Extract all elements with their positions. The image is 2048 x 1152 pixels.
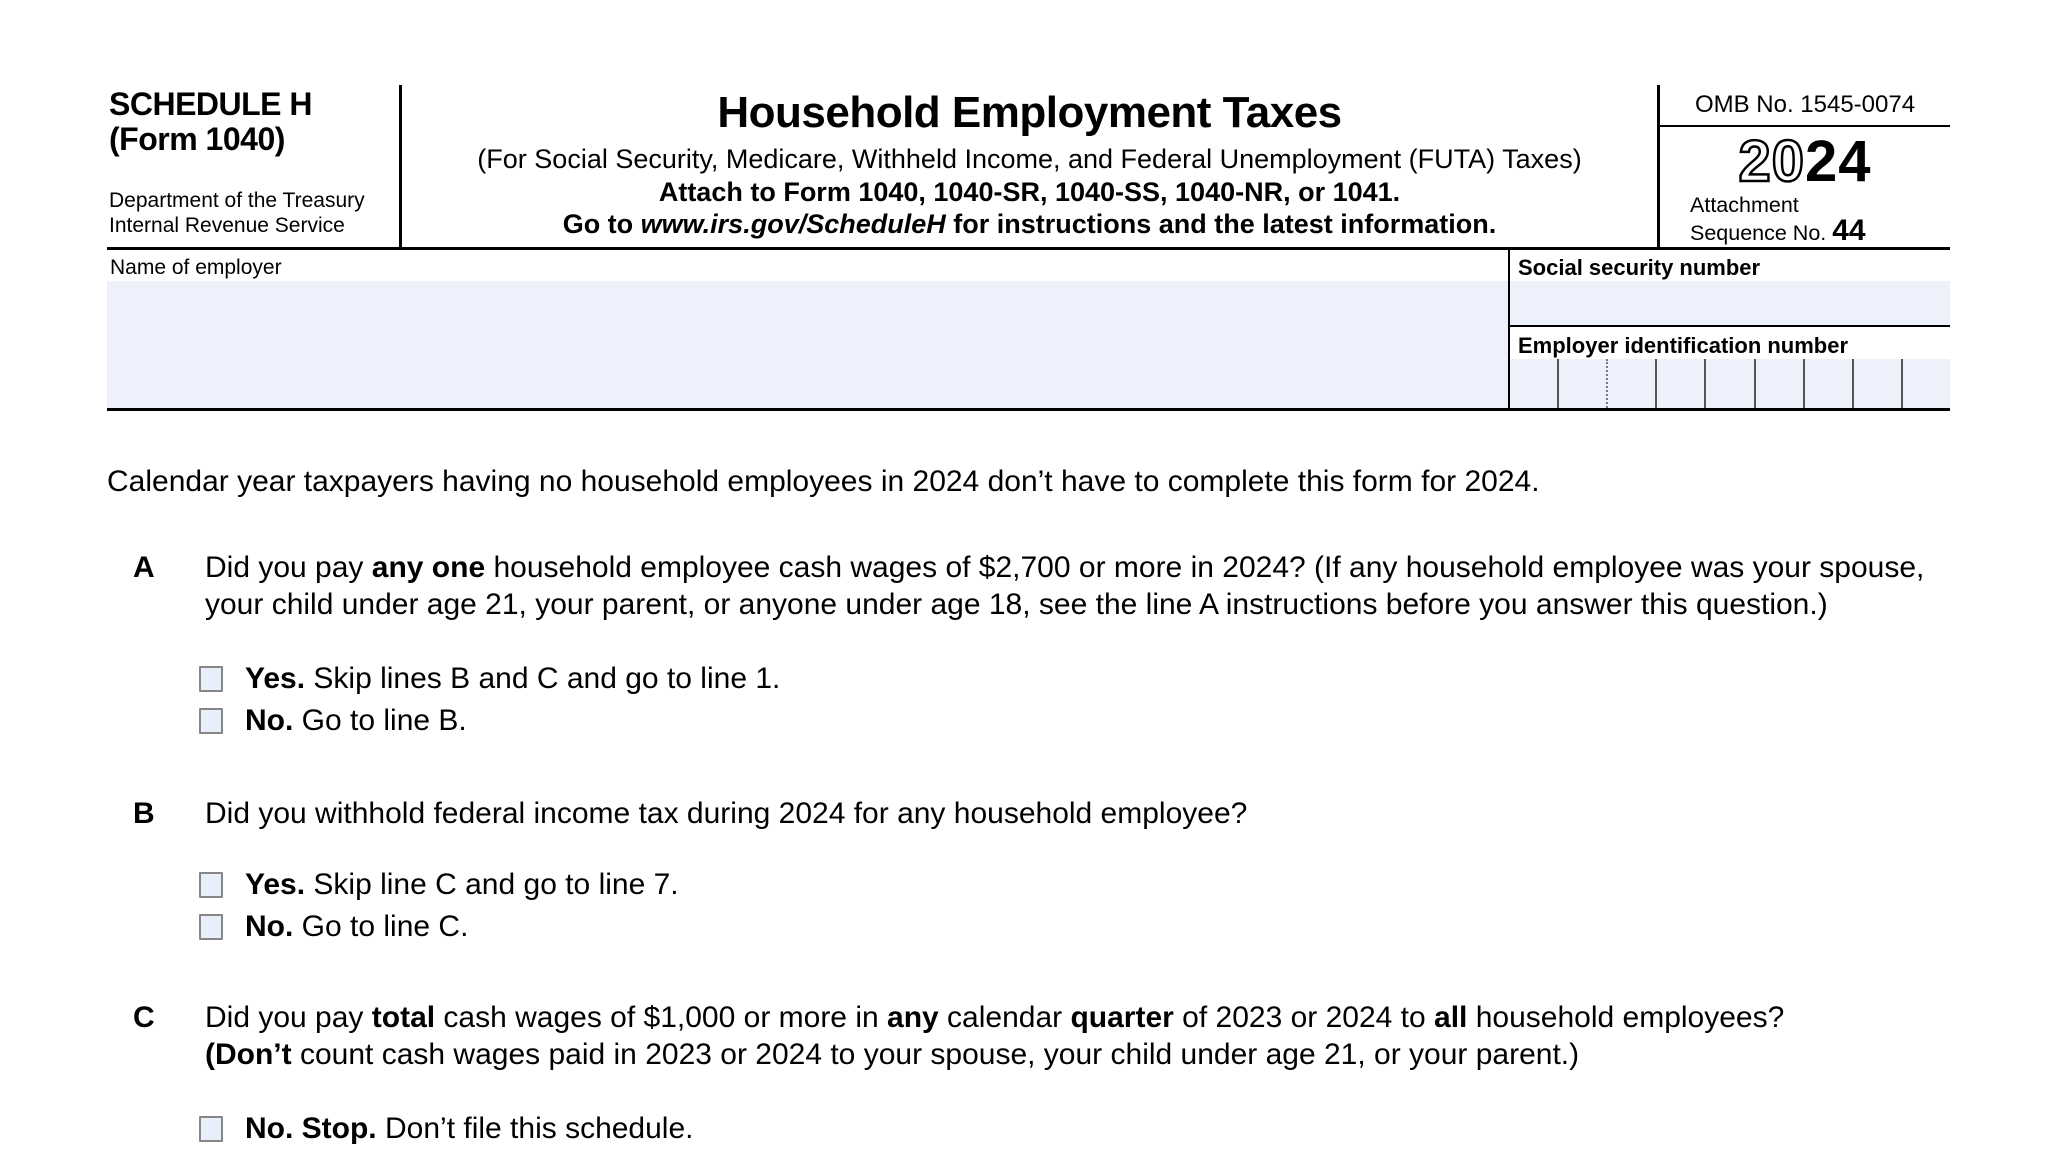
attach-instruction: Attach to Form 1040, 1040-SR, 1040-SS, 1040-NR, or 1041. [658, 177, 1401, 207]
line-b-no-row [199, 912, 468, 942]
employer-name-label: Name of employer [110, 256, 282, 279]
ein-cell[interactable] [1852, 359, 1901, 408]
ein-cell[interactable] [1901, 359, 1950, 408]
line-c-no-row [199, 1114, 694, 1144]
line-b-letter: B [133, 797, 155, 830]
line-c-no-label: No. Stop. Don’t file this schedule. [245, 1112, 694, 1145]
goto-prefix: Go to [562, 209, 641, 239]
schedule-name: SCHEDULE H [109, 86, 313, 122]
sequence-number: 44 [1832, 214, 1866, 247]
line-b-question: Did you withhold federal income tax during 2024 for any household employee? [205, 797, 1248, 830]
intro-text: Calendar year taxpayers having no household employees in 2024 don’t have to complete this form for 2024. [107, 465, 1540, 498]
line-a-yes-row [199, 664, 780, 694]
line-b-yes-label: Yes. Skip line C and go to line 7. [245, 868, 679, 901]
line-a-yes-checkbox[interactable] [199, 666, 223, 692]
employer-name-input[interactable] [107, 281, 1508, 408]
ein-label: Employer identification number [1518, 333, 1849, 358]
form-subtitle: (For Social Security, Medicare, Withheld Income, and Federal Unemployment (FUTA) Taxes) [477, 144, 1582, 174]
ein-cell[interactable] [1557, 359, 1606, 408]
ein-cell[interactable] [1803, 359, 1852, 408]
line-b-yes-row [199, 870, 679, 900]
agency-block [109, 188, 391, 238]
form-id-block [107, 85, 402, 247]
ssn-label: Social security number [1518, 255, 1761, 280]
ein-cell[interactable] [1606, 359, 1655, 408]
line-c-no-checkbox[interactable] [199, 1116, 223, 1142]
line-c-question: Did you pay total cash wages of $1,000 or more in any calendar quarter of 2023 or 2024 to all household employees? (Don’t count cash wages paid in 2023 or 2024 to your spouse, your child under age 21, or your parent.) [205, 1001, 1785, 1071]
tax-year-outline: 20 [1738, 129, 1805, 194]
line-a-letter: A [133, 551, 155, 584]
line-a-no-row [199, 706, 467, 736]
form-header [107, 85, 1950, 250]
employer-info-section [107, 250, 1950, 411]
goto-suffix: for instructions and the latest information. [945, 209, 1497, 239]
form-number: (Form 1040) [109, 121, 285, 157]
attachment-sequence [1690, 193, 1950, 246]
sequence-label: Sequence No. [1690, 221, 1833, 245]
line-b-no-checkbox[interactable] [199, 914, 223, 940]
agency-line-2: Internal Revenue Service [109, 214, 345, 237]
line-a-question: Did you pay any one household employee cash wages of $2,700 or more in 2024? (If any household employee was your spouse, your child under age 21, your parent, or anyone under age 18, see the line A instructions before you answer this question.) [205, 551, 1925, 621]
id-numbers-cell [1508, 250, 1950, 408]
attachment-label: Attachment [1690, 193, 1799, 217]
sequence-line [1690, 214, 1950, 247]
ein-cell[interactable] [1510, 359, 1557, 408]
ein-cell[interactable] [1754, 359, 1803, 408]
form-title-block [402, 85, 1657, 247]
line-b-no-label: No. Go to line C. [245, 910, 469, 943]
ein-input[interactable] [1510, 359, 1950, 408]
irs-url: www.irs.gov/ScheduleH [640, 209, 946, 239]
omb-block [1657, 85, 1950, 247]
tax-year-bold: 24 [1805, 129, 1872, 194]
line-c-letter: C [133, 1001, 155, 1034]
line-a-yes-label: Yes. Skip lines B and C and go to line 1. [245, 662, 781, 695]
line-a-no-checkbox[interactable] [199, 708, 223, 734]
goto-instruction [426, 209, 1633, 240]
line-a-no-label: No. Go to line B. [245, 704, 467, 737]
line-b-yes-checkbox[interactable] [199, 872, 223, 898]
ssn-input[interactable] [1510, 281, 1950, 327]
employer-name-cell [107, 250, 1508, 408]
form-title: Household Employment Taxes [717, 88, 1342, 137]
agency-line-1: Department of the Treasury [109, 189, 365, 212]
tax-year [1660, 129, 1950, 194]
ein-cell[interactable] [1704, 359, 1753, 408]
omb-number: OMB No. 1545-0074 [1660, 85, 1950, 127]
ein-cell[interactable] [1655, 359, 1704, 408]
